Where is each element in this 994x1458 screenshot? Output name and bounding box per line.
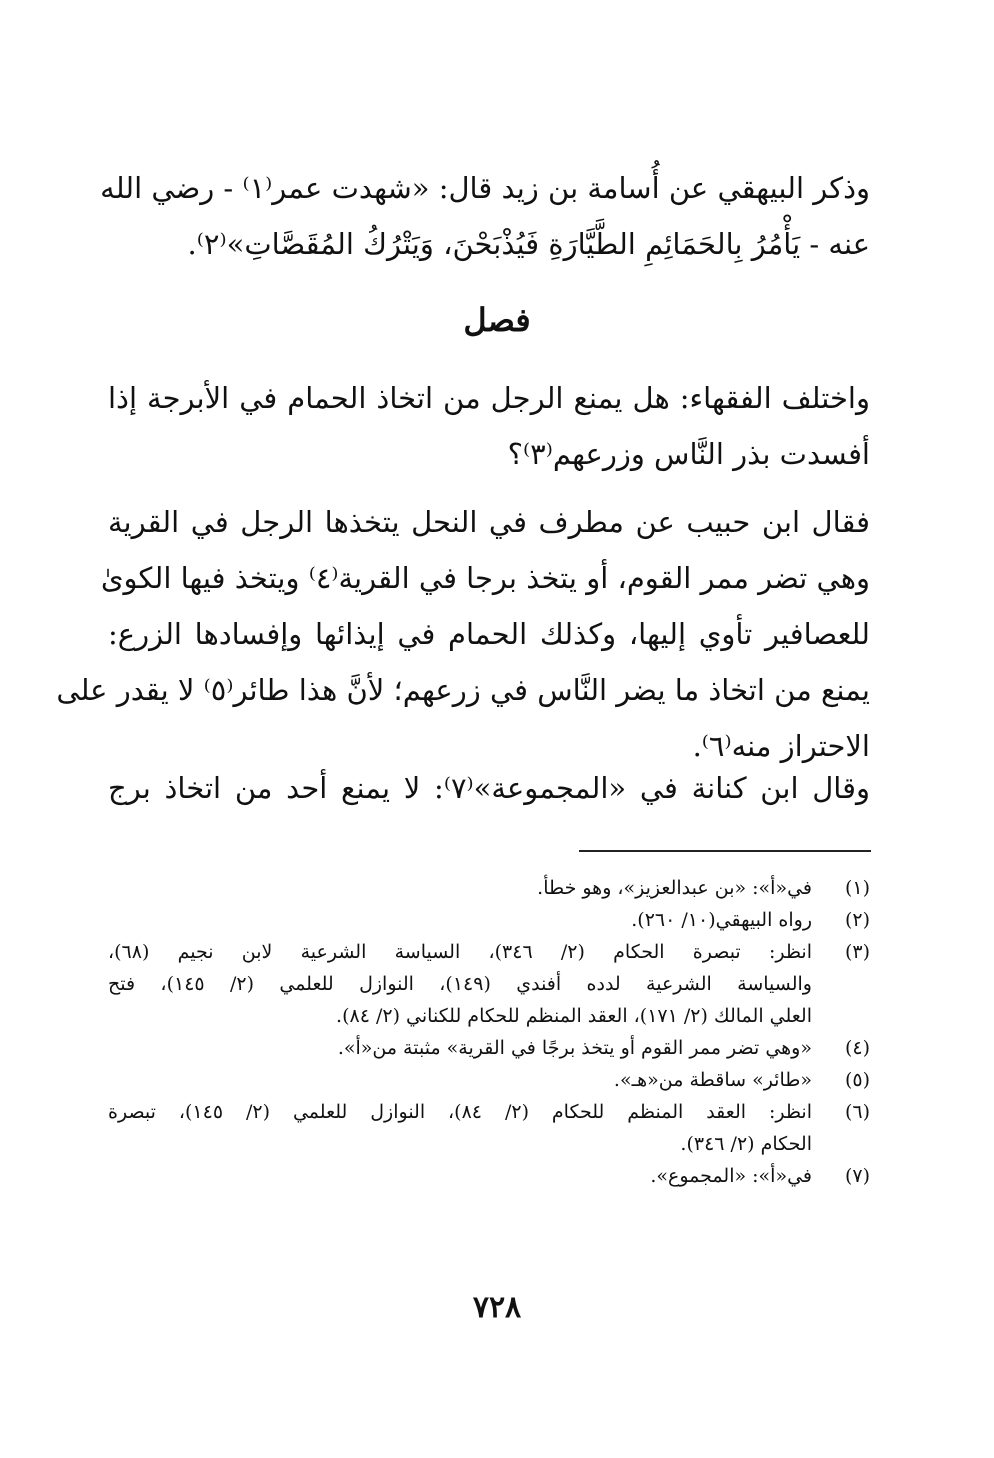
footnote-text — [108, 1032, 812, 1064]
footnote-number: (٧) — [844, 1165, 870, 1187]
footnote-1 — [108, 872, 870, 904]
page-number: ٧٢٨ — [472, 1290, 522, 1325]
footnote-line: انظر: تبصرة الحكام (٢/ ٣٤٦)، السياسة الشرعية لابن نجيم (٦٨)، — [108, 941, 812, 963]
paragraph-line: للعصافير تأوي إليها، وكذلك الحمام في إيذائها وإفسادها الزرع: — [108, 617, 870, 651]
footnote-number: (٢) — [844, 909, 870, 931]
paragraph-line: وذكر البيهقي عن أُسامة بن زيد قال: «شهدت عمر⁽١⁾ - رضي الله — [100, 171, 870, 205]
footnote-separator — [579, 850, 871, 852]
footnote-5 — [108, 1064, 870, 1096]
footnote-number: (٣) — [844, 941, 870, 963]
footnote-text — [108, 1096, 812, 1160]
section-heading: فصل — [463, 301, 531, 339]
footnote-number: (٦) — [844, 1101, 870, 1123]
paragraph-line: يمنع من اتخاذ ما يضر النَّاس في زرعهم؛ لأنَّ هذا طائر⁽٥⁾ لا يقدر على — [56, 673, 870, 707]
footnote-text — [108, 872, 812, 904]
paragraph-line: الاحتراز منه⁽٦⁾. — [692, 729, 870, 763]
paragraph-line: واختلف الفقهاء: هل يمنع الرجل من اتخاذ الحمام في الأبرجة إذا — [108, 381, 870, 415]
footnotes — [108, 872, 870, 1192]
footnote-2 — [108, 904, 870, 936]
footnote-line: انظر: العقد المنظم للحكام (٢/ ٨٤)، النوازل للعلمي (٢/ ١٤٥)، تبصرة — [108, 1101, 812, 1123]
footnote-line: في«أ»: «المجموع». — [650, 1165, 812, 1187]
footnote-line: رواه البيهقي(١٠/ ٢٦٠). — [631, 909, 812, 931]
paragraph-fuqaha-dispute — [108, 370, 870, 482]
footnote-text — [108, 904, 812, 936]
footnote-4 — [108, 1032, 870, 1064]
paragraph-usama-hadith — [100, 160, 870, 272]
paragraph-line: وقال ابن كنانة في «المجموعة»⁽٧⁾: لا يمنع أحد من اتخاذ برج — [108, 771, 870, 805]
footnote-number: (٤) — [844, 1037, 870, 1059]
footnote-line: والسياسة الشرعية لدده أفندي (١٤٩)، النوازل للعلمي (٢/ ١٤٥)، فتح — [108, 973, 812, 995]
footnote-text — [108, 1064, 812, 1096]
paragraph-line: فقال ابن حبيب عن مطرف في النحل يتخذها الرجل في القرية — [108, 505, 870, 539]
footnote-line: «طائر» ساقطة من«هـ». — [613, 1069, 812, 1091]
footnote-line: «وهي تضر ممر القوم أو يتخذ برجًا في القرية» مثبتة من«أ». — [337, 1037, 812, 1059]
footnote-text — [108, 936, 812, 1032]
footnote-text — [108, 1160, 812, 1192]
footnote-number: (٥) — [844, 1069, 870, 1091]
paragraph-line: وهي تضر ممر القوم، أو يتخذ برجا في القرية⁽٤⁾ ويتخذ فيها الكوىٰ — [100, 561, 870, 595]
footnote-number: (١) — [844, 877, 870, 899]
footnote-6 — [108, 1096, 870, 1160]
footnote-line: العلي المالك (٢/ ١٧١)، العقد المنظم للحكام للكناني (٢/ ٨٤). — [336, 1005, 812, 1027]
footnote-line: في«أ»: «بن عبدالعزيز»، وهو خطأ. — [537, 877, 812, 899]
footnote-line: الحكام (٢/ ٣٤٦). — [680, 1133, 812, 1155]
paragraph-ibn-habib — [56, 494, 870, 774]
paragraph-line: عنه - يَأْمُرُ بِالحَمَائِمِ الطَّيَّارَةِ فَيُذْبَحْنَ، وَيَتْرُكُ المُقَصَّاتِ»⁽٢⁾. — [187, 227, 870, 261]
footnote-3 — [108, 936, 870, 1032]
paragraph-ibn-kinana — [108, 760, 870, 816]
footnote-7 — [108, 1160, 870, 1192]
paragraph-line: أفسدت بذر النَّاس وزرعهم⁽٣⁾؟ — [507, 437, 870, 471]
